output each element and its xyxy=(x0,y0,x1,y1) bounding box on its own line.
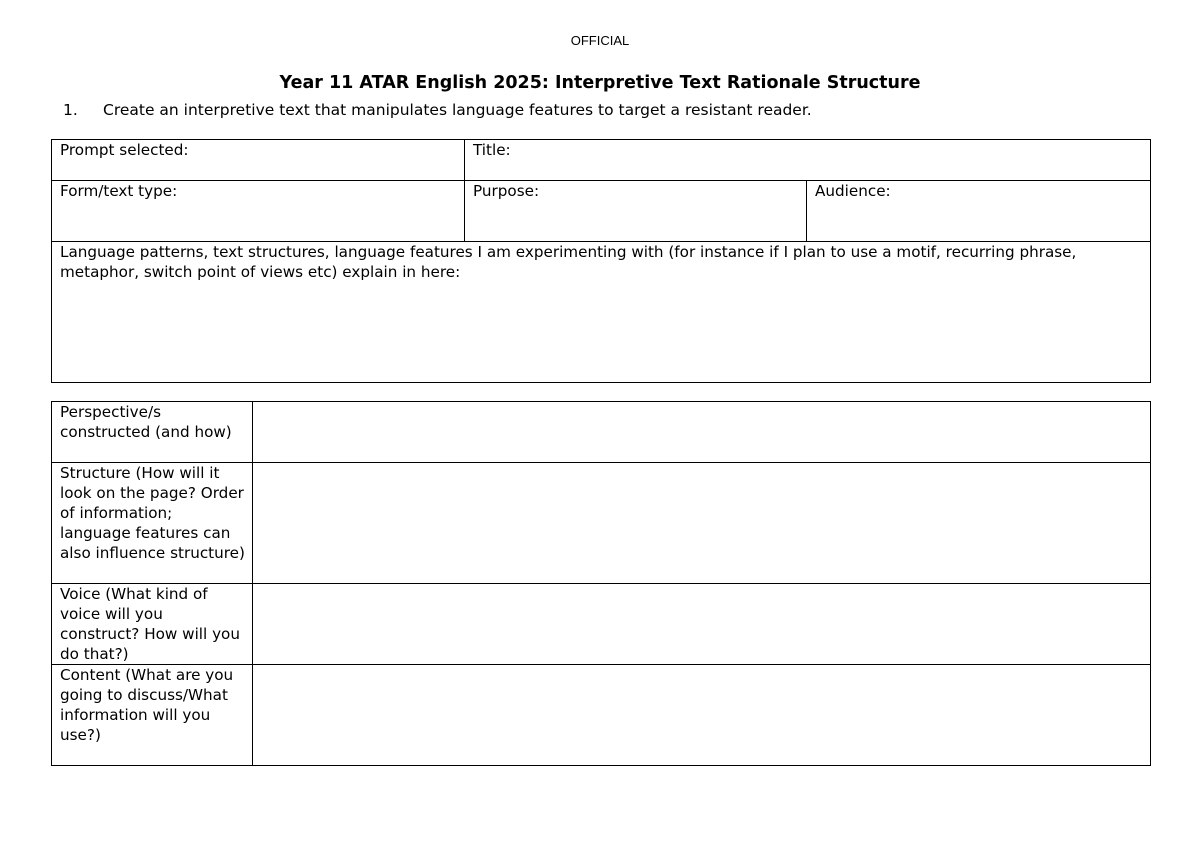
perspective-label: Perspective/s constructed (and how) xyxy=(60,403,232,441)
document-title: Year 11 ATAR English 2025: Interpretive Text Rationale Structure xyxy=(279,73,921,93)
content-label: Content (What are you going to discuss/What information will you use?) xyxy=(60,666,234,744)
classification-label: OFFICIAL xyxy=(570,33,630,48)
audience-label: Audience: xyxy=(815,182,891,200)
language-features-label: Language patterns, text structures, language features I am experimenting with (for instance if I plan to use a motif, recurring phrase, metaphor, switch point of views etc) explain in here: xyxy=(60,243,1077,281)
prompt-selected-label: Prompt selected: xyxy=(60,141,189,159)
voice-label-cell xyxy=(52,584,253,665)
task-number: 1. xyxy=(63,101,78,119)
planning-table xyxy=(51,139,1151,383)
perspective-response-cell[interactable] xyxy=(253,402,1151,463)
form-text-type-label: Form/text type: xyxy=(60,182,178,200)
task-text: Create an interpretive text that manipulates language features to target a resistant reader. xyxy=(103,101,812,119)
table-row xyxy=(52,584,1151,665)
planning-row-prompt-title xyxy=(52,140,1151,181)
planning-row-language xyxy=(52,242,1151,383)
table-row xyxy=(52,402,1151,463)
table-row xyxy=(52,665,1151,766)
form-text-type-cell[interactable] xyxy=(52,181,465,242)
purpose-label: Purpose: xyxy=(473,182,540,200)
purpose-cell[interactable] xyxy=(465,181,807,242)
content-label-cell xyxy=(52,665,253,766)
voice-response-cell[interactable] xyxy=(253,584,1151,665)
audience-cell[interactable] xyxy=(807,181,1151,242)
language-features-cell[interactable] xyxy=(52,242,1151,383)
title-label: Title: xyxy=(473,141,511,159)
voice-label: Voice (What kind of voice will you construct? How will you do that?) xyxy=(60,585,240,663)
planning-row-form-purpose-audience xyxy=(52,181,1151,242)
table-row xyxy=(52,463,1151,584)
structure-label: Structure (How will it look on the page? Order of information; language features can also influence structure) xyxy=(60,464,245,562)
content-response-cell[interactable] xyxy=(253,665,1151,766)
rationale-table xyxy=(51,401,1151,766)
title-cell[interactable] xyxy=(465,140,1151,181)
perspective-label-cell xyxy=(52,402,253,463)
structure-response-cell[interactable] xyxy=(253,463,1151,584)
prompt-selected-cell[interactable] xyxy=(52,140,465,181)
structure-label-cell xyxy=(52,463,253,584)
